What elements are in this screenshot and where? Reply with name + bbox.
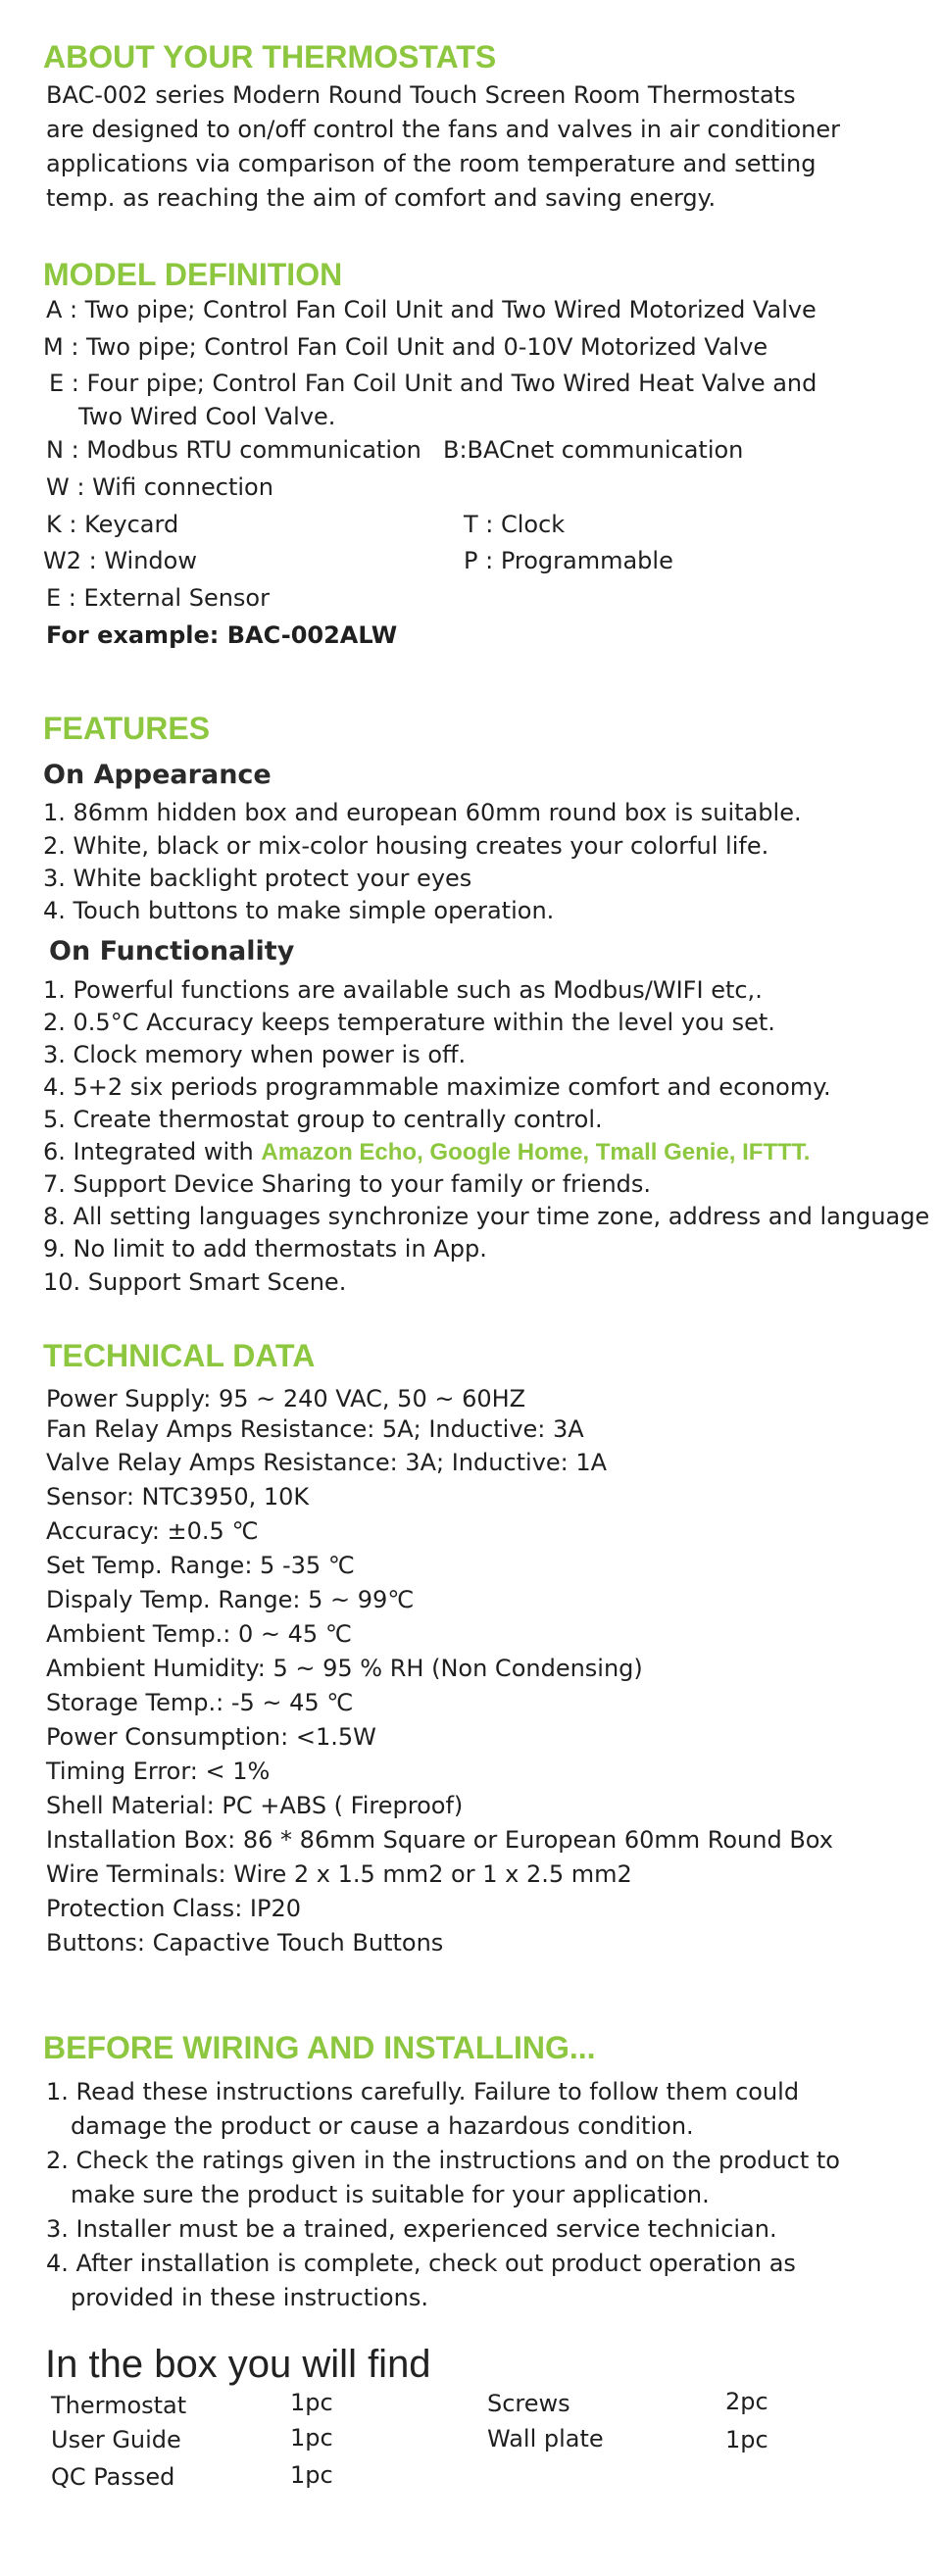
tech-line: Set Temp. Range: 5 -35 ℃ [46, 1552, 355, 1579]
box-item-name: Screws [487, 2390, 570, 2417]
functionality-item: 2. 0.5°C Accuracy keeps temperature within the level you set. [43, 1009, 775, 1036]
model-k: K : Keycard [46, 511, 179, 538]
tech-line: Valve Relay Amps Resistance: 3A; Inductive: 1A [46, 1449, 608, 1476]
integration-highlight: Amazon Echo, Google Home, Tmall Genie, IFTTT. [261, 1139, 811, 1165]
tech-line: Shell Material: PC +ABS ( Fireproof) [46, 1792, 464, 1819]
model-e-cont: Two Wired Cool Valve. [78, 403, 336, 430]
functionality-item: 7. Support Device Sharing to your family or friends. [43, 1170, 652, 1198]
model-w2: W2 : Window [43, 547, 197, 574]
model-e: E : Four pipe; Control Fan Coil Unit and Two Wired Heat Valve and [49, 370, 817, 397]
before-item: 4. After installation is complete, check out product operation as [46, 2250, 796, 2277]
before-item: 1. Read these instructions carefully. Failure to follow them could [46, 2078, 800, 2105]
box-item-qty: 1pc [290, 2424, 333, 2452]
tech-line: Installation Box: 86 * 86mm Square or European 60mm Round Box [46, 1826, 833, 1854]
model-n: N : Modbus RTU communication [46, 436, 421, 464]
before-item: 2. Check the ratings given in the instructions and on the product to [46, 2147, 840, 2174]
before-item-cont: provided in these instructions. [71, 2284, 428, 2311]
about-line: are designed to on/off control the fans and valves in air conditioner [46, 116, 841, 143]
features-heading: FEATURES [43, 711, 211, 746]
tech-line: Sensor: NTC3950, 10K [46, 1483, 310, 1511]
about-line: applications via comparison of the room temperature and setting [46, 150, 817, 177]
tech-line: Fan Relay Amps Resistance: 5A; Inductive: 3A [46, 1415, 584, 1443]
about-line: BAC-002 series Modern Round Touch Screen Room Thermostats [46, 81, 796, 109]
box-item-qty: 1pc [725, 2426, 768, 2453]
appearance-item: 2. White, black or mix-color housing creates your colorful life. [43, 832, 769, 860]
box-item-qty: 1pc [290, 2389, 333, 2416]
before-item: 3. Installer must be a trained, experienced service technician. [46, 2215, 777, 2243]
functionality-item: 4. 5+2 six periods programmable maximize comfort and economy. [43, 1073, 831, 1101]
box-item-qty: 1pc [290, 2461, 333, 2489]
model-p: P : Programmable [464, 547, 673, 574]
tech-line: Wire Terminals: Wire 2 x 1.5 mm2 or 1 x 2.5 mm2 [46, 1860, 632, 1888]
tech-line: Timing Error: < 1% [46, 1758, 271, 1785]
tech-line: Ambient Temp.: 0 ~ 45 ℃ [46, 1620, 352, 1648]
tech-line: Accuracy: ±0.5 ℃ [46, 1517, 259, 1545]
tech-line: Dispaly Temp. Range: 5 ~ 99℃ [46, 1586, 415, 1613]
model-a: A : Two pipe; Control Fan Coil Unit and Two Wired Motorized Valve [46, 296, 817, 323]
tech-line: Buttons: Capactive Touch Buttons [46, 1929, 444, 1957]
appearance-subheading: On Appearance [43, 760, 272, 790]
tech-line: Protection Class: IP20 [46, 1895, 301, 1922]
before-item-cont: damage the product or cause a hazardous condition. [71, 2112, 694, 2140]
tech-line: Storage Temp.: -5 ~ 45 ℃ [46, 1689, 354, 1716]
box-item-name: QC Passed [51, 2463, 175, 2491]
appearance-item: 1. 86mm hidden box and european 60mm round box is suitable. [43, 799, 802, 826]
box-item-name: Wall plate [487, 2425, 604, 2452]
appearance-item: 4. Touch buttons to make simple operation. [43, 897, 555, 924]
model-example: For example: BAC-002ALW [46, 621, 398, 649]
appearance-item: 3. White backlight protect your eyes [43, 865, 472, 892]
about-line: temp. as reaching the aim of comfort and saving energy. [46, 184, 717, 212]
functionality-item: 10. Support Smart Scene. [43, 1268, 347, 1296]
technical-heading: TECHNICAL DATA [43, 1338, 316, 1373]
about-heading: ABOUT YOUR THERMOSTATS [43, 39, 497, 74]
functionality-item: 9. No limit to add thermostats in App. [43, 1235, 487, 1263]
box-item-qty: 2pc [725, 2388, 768, 2415]
model-b: B:BACnet communication [443, 436, 744, 464]
functionality-item-text: 6. Integrated with [43, 1138, 262, 1165]
model-m: M : Two pipe; Control Fan Coil Unit and 0-10V Motorized Valve [43, 333, 768, 361]
tech-line: Power Supply: 95 ~ 240 VAC, 50 ~ 60HZ [46, 1385, 526, 1412]
model-w: W : Wifi connection [46, 473, 273, 501]
in-the-box-heading: In the box you will find [45, 2343, 431, 2386]
model-heading: MODEL DEFINITION [43, 257, 343, 292]
before-wiring-heading: BEFORE WIRING AND INSTALLING... [43, 2030, 596, 2065]
model-t: T : Clock [464, 511, 566, 538]
box-item-name: Thermostat [51, 2392, 187, 2419]
functionality-item: 8. All setting languages synchronize your time zone, address and language [43, 1203, 930, 1230]
functionality-subheading: On Functionality [49, 936, 295, 966]
functionality-item [43, 1138, 810, 1166]
before-item-cont: make sure the product is suitable for your application. [71, 2181, 710, 2208]
model-external-sensor: E : External Sensor [46, 584, 270, 612]
functionality-item: 3. Clock memory when power is off. [43, 1041, 467, 1068]
functionality-item: 1. Powerful functions are available such as Modbus/WIFI etc,. [43, 976, 763, 1004]
functionality-item: 5. Create thermostat group to centrally control. [43, 1106, 603, 1133]
box-item-name: User Guide [51, 2426, 181, 2453]
tech-line: Ambient Humidity: 5 ~ 95 % RH (Non Condensing) [46, 1655, 643, 1682]
tech-line: Power Consumption: <1.5W [46, 1723, 376, 1751]
